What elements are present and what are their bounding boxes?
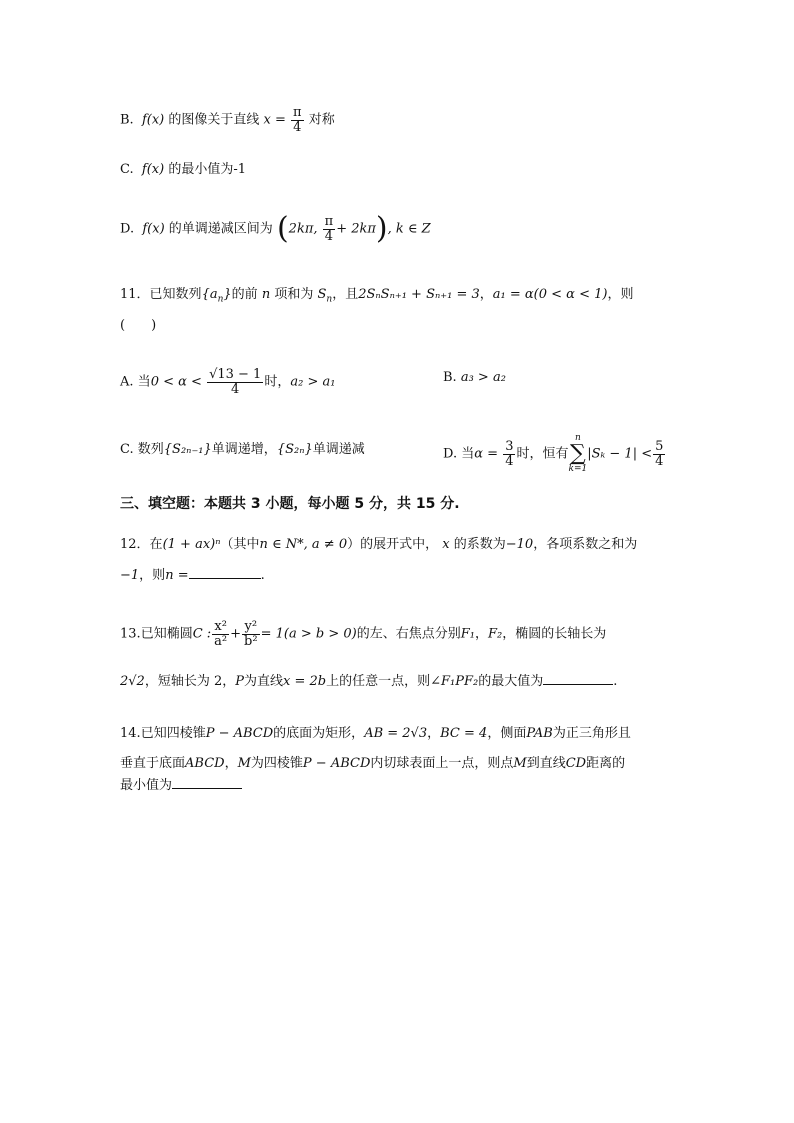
variable: x <box>442 537 450 552</box>
stem-text: （其中 <box>220 537 260 552</box>
period: . <box>613 674 618 689</box>
option-text: 当 <box>137 374 151 390</box>
q14-line2 <box>120 754 625 774</box>
stem-text: 在 <box>149 537 163 552</box>
interval-tail: , k ∈ Z <box>387 221 431 237</box>
stem-text: ，短轴长为 2， <box>144 674 236 689</box>
option-label: D. <box>120 221 135 237</box>
stem-text: 已知椭圆 <box>140 626 193 642</box>
interval-end: + 2kπ <box>336 221 376 237</box>
base-abcd: ABCD <box>185 756 225 771</box>
face-pab: PAB <box>526 726 553 741</box>
equation: x = <box>263 112 286 128</box>
option-text: 的最小值为-1 <box>168 162 246 177</box>
condition: α = <box>474 446 499 462</box>
pyramid: P − ABCD <box>205 726 274 741</box>
fraction-denominator: 4 <box>231 381 240 397</box>
option-text: 单调递减 <box>312 442 365 457</box>
fraction-denominator: a² <box>214 633 228 649</box>
line-cd: CD <box>565 756 587 771</box>
pyramid: P − ABCD <box>302 756 371 771</box>
sum-body: |Sₖ − 1| < <box>587 446 653 462</box>
option-label: A. <box>120 374 134 390</box>
q14-line3 <box>120 776 242 796</box>
length-bc: BC = 4 <box>440 726 488 741</box>
fraction-denominator: 4 <box>505 453 514 469</box>
option-label: B. <box>120 112 134 128</box>
point-p: P <box>235 674 244 689</box>
stem-text: 已知数列 <box>149 287 202 302</box>
equation-rest: = 1(a > b > 0) <box>260 626 357 642</box>
q13-line2 <box>120 672 617 692</box>
fraction <box>212 620 229 648</box>
q11-stem <box>120 285 633 310</box>
stem-text: ，则 <box>607 287 634 302</box>
fraction-numerator: y² <box>242 620 260 635</box>
option-label: B. <box>443 370 457 385</box>
q11-option-b <box>443 368 506 388</box>
q10-option-d <box>120 211 431 246</box>
fraction-denominator: 4 <box>293 119 302 135</box>
result: a₃ > a₂ <box>460 370 506 385</box>
condition: 2SₙSₙ₊₁ + Sₙ₊₁ = 3 <box>358 287 480 302</box>
sequence: {S₂ₙ₋₁} <box>163 442 212 457</box>
stem-text: ，且 <box>332 287 359 302</box>
question-number: 12． <box>120 537 150 552</box>
q12-line2 <box>120 566 265 586</box>
option-label: D. <box>443 446 458 462</box>
stem-text: 的前 <box>231 287 258 302</box>
sequence-an: $\{a_n\}$ <box>201 287 232 305</box>
q11-option-a <box>120 368 335 396</box>
summation <box>569 434 588 474</box>
stem-text: 最小值为 <box>120 778 173 793</box>
stem-text: ， <box>479 287 493 302</box>
value: −10 <box>505 537 534 552</box>
open-paren: ( <box>276 211 289 246</box>
q12-line1 <box>120 535 637 555</box>
answer-var: n = <box>165 568 189 583</box>
q11-answer-paren <box>120 316 156 336</box>
sigma-symbol: ∑ <box>570 441 586 466</box>
q11-option-c <box>120 440 365 460</box>
fraction <box>503 440 515 468</box>
stem-text: ，各项系数之和为 <box>533 537 638 552</box>
option-label: C. <box>120 162 134 177</box>
q11-option-d <box>443 434 666 474</box>
q10-option-c <box>120 160 246 180</box>
answer-paren: ( ) <box>120 318 157 333</box>
q14-line1 <box>120 724 631 744</box>
section-title: 三、填空题：本题共 3 小题，每小题 5 分，共 15 分. <box>120 496 460 512</box>
condition: n ∈ N*, a ≠ 0 <box>259 537 348 552</box>
stem-text: ，椭圆的长轴长为 <box>502 626 607 642</box>
stem-text: 的最大值为 <box>478 674 544 689</box>
stem-text: 已知四棱锥 <box>140 726 206 741</box>
stem-text: 上的任意一点，则 <box>326 674 431 689</box>
sequence: {S₂ₙ} <box>276 442 313 457</box>
stem-text: ）的展开式中， <box>347 537 439 552</box>
period: . <box>260 568 265 583</box>
question-number: 13. <box>120 626 141 642</box>
fraction <box>323 215 336 243</box>
answer-blank[interactable] <box>543 672 613 685</box>
stem-text: 为四棱锥 <box>250 756 303 771</box>
q13-line1: 13.已知椭圆C : $\frac{\text{x²}}{\text{a²}}$ + $\frac{\text{y²}}{\text{b²}}$ = 1(a > b > 0)的左、右焦点分别F₁，F₂，椭圆的长轴长为 <box>120 619 607 649</box>
value: −1 <box>120 568 140 583</box>
question-number: 14. <box>120 726 141 741</box>
stem-text: 的左、右焦点分别 <box>356 626 461 642</box>
ellipse-name: C : <box>192 626 212 642</box>
fraction-numerator: x² <box>212 620 229 635</box>
option-text: 时，恒有 <box>516 446 569 462</box>
separator: ， <box>474 626 488 642</box>
question-number: 11． <box>120 287 150 302</box>
stem-text: 内切球表面上一点，则点 <box>370 756 514 771</box>
fraction <box>291 106 304 134</box>
interval-start: 2kπ, <box>288 221 322 237</box>
fraction-numerator: 3 <box>505 438 514 454</box>
value: 2√2 <box>120 674 145 689</box>
fraction-numerator: π <box>293 105 302 120</box>
stem-text: 到直线 <box>526 756 566 771</box>
fraction-denominator: 4 <box>324 228 334 244</box>
option-text: 的图像关于直线 <box>168 112 260 128</box>
separator: ， <box>427 726 441 741</box>
focus-f2: F₂ <box>487 626 503 642</box>
angle: ∠F₁PF₂ <box>430 674 479 689</box>
fraction <box>242 620 260 648</box>
stem-text: ， <box>224 756 238 771</box>
option-label: C. <box>120 442 134 457</box>
fraction-numerator: 5 <box>655 438 664 454</box>
answer-blank[interactable] <box>172 776 242 789</box>
function-fx: f(x) <box>141 162 165 177</box>
condition: 0 < α < <box>150 374 202 390</box>
length-ab: AB = 2√3 <box>364 726 428 741</box>
stem-text: ，侧面 <box>487 726 527 741</box>
stem-text: 为正三角形且 <box>552 726 631 741</box>
stem-text: 项和为 <box>274 287 314 302</box>
var-sn: $S_n$ <box>313 287 333 305</box>
function-fx: f(x) <box>141 112 165 128</box>
option-text: 数列 <box>137 442 164 457</box>
stem-text: 垂直于底面 <box>120 756 186 771</box>
line-equation: x = 2b <box>283 674 327 689</box>
answer-blank[interactable] <box>189 566 261 579</box>
stem-text: ，则 <box>139 568 166 583</box>
close-paren: ) <box>375 211 388 246</box>
stem-text: 为直线 <box>243 674 283 689</box>
fraction-numerator: √13 − 1 <box>209 367 262 382</box>
fraction-denominator: b² <box>244 633 258 649</box>
result: a₂ > a₁ <box>290 374 336 390</box>
focus-f1: F₁ <box>460 626 475 642</box>
sum-upper: n <box>574 433 581 443</box>
var-n: n <box>261 287 271 302</box>
option-text: 的单调递减区间为 <box>168 221 273 237</box>
option-text: 单调递增， <box>211 442 277 457</box>
expression: (1 + ax)ⁿ <box>162 537 221 552</box>
option-text: 当 <box>461 446 475 462</box>
q10-option-b <box>120 106 335 134</box>
point-m: M <box>513 756 527 771</box>
fraction-denominator: 4 <box>655 453 664 469</box>
option-text-end: 对称 <box>308 112 335 128</box>
option-text: 时， <box>264 374 291 390</box>
sum-lower: k=1 <box>568 464 588 474</box>
initial-value: a₁ = α(0 < α < 1) <box>492 287 608 302</box>
stem-text: 的底面为矩形， <box>273 726 365 741</box>
stem-text: 距离的 <box>586 756 626 771</box>
fraction <box>207 368 263 396</box>
point-m: M <box>237 756 251 771</box>
fraction-numerator: π <box>324 213 334 229</box>
fraction <box>653 440 665 468</box>
function-fx: f(x) <box>142 221 165 237</box>
stem-text: 的系数为 <box>453 537 506 552</box>
